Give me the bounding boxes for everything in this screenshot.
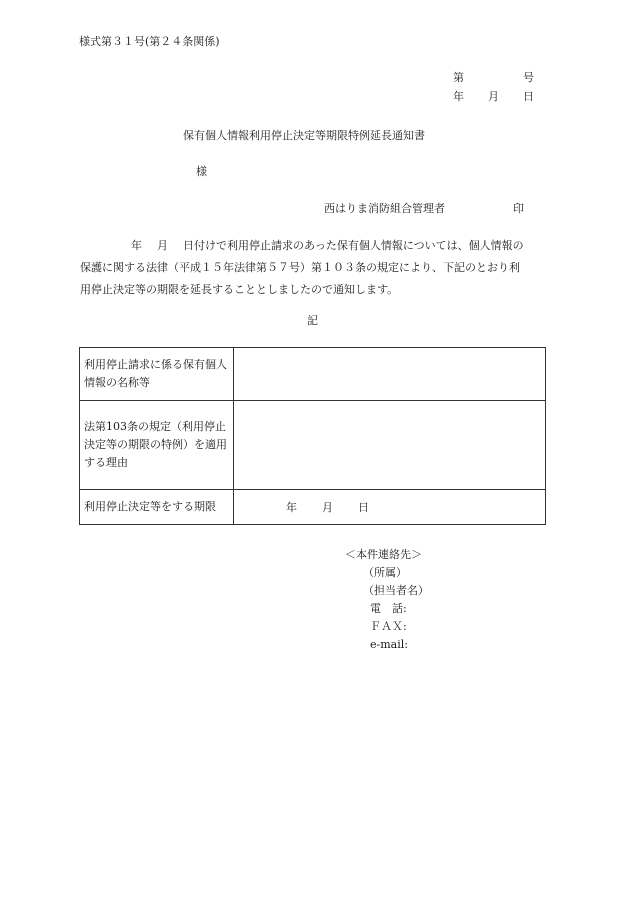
contact-phone: 電 話: bbox=[370, 602, 407, 615]
row2-value[interactable] bbox=[234, 401, 546, 490]
contact-header: ＜本件連絡先＞ bbox=[345, 548, 422, 561]
body-line-1 bbox=[80, 235, 550, 257]
details-table bbox=[79, 347, 546, 525]
body-line-2: 保護に関する法律（平成１５年法律第５７号）第１０３条の規定により、下記のとおり利 bbox=[80, 261, 520, 274]
deadline-day: 日 bbox=[358, 501, 369, 514]
addressee-suffix: 様 bbox=[196, 165, 207, 178]
body-month: 月 bbox=[157, 239, 168, 252]
sender-name: 西はりま消防組合管理者 bbox=[324, 202, 445, 215]
notice-body bbox=[80, 235, 550, 301]
date-month: 月 bbox=[488, 90, 499, 103]
body-line-3: 用停止決定等の期限を延長することとしましたので通知します。 bbox=[80, 283, 399, 296]
table-row bbox=[80, 348, 546, 401]
body-year: 年 bbox=[131, 239, 142, 252]
seal-mark: 印 bbox=[513, 202, 524, 215]
document-title: 保有個人情報利用停止決定等期限特例延長通知書 bbox=[183, 129, 425, 142]
ref-dai: 第 bbox=[453, 71, 464, 84]
row3-label: 利用停止決定等をする期限 bbox=[80, 490, 234, 525]
body-line-1-rest: 日付けで利用停止請求のあった保有個人情報については、個人情報の bbox=[183, 239, 524, 252]
contact-fax: ＦＡＸ: bbox=[370, 620, 407, 633]
date-year: 年 bbox=[453, 90, 464, 103]
contact-affiliation: （所属） bbox=[363, 566, 407, 579]
contact-person: （担当者名） bbox=[363, 584, 429, 597]
contact-block bbox=[345, 546, 429, 654]
deadline-month: 月 bbox=[322, 501, 333, 514]
row3-value[interactable] bbox=[234, 490, 546, 525]
deadline-year: 年 bbox=[286, 501, 297, 514]
row2-label: 法第103条の規定（利用停止決定等の期限の特例）を適用する理由 bbox=[80, 401, 234, 490]
date-day: 日 bbox=[523, 90, 534, 103]
ki-heading: 記 bbox=[307, 314, 318, 327]
row1-value[interactable] bbox=[234, 348, 546, 401]
ref-go: 号 bbox=[523, 71, 534, 84]
table-row bbox=[80, 490, 546, 525]
form-number: 様式第３１号(第２４条関係) bbox=[79, 35, 220, 48]
contact-email: e-mail: bbox=[370, 638, 408, 651]
row1-label: 利用停止請求に係る保有個人情報の名称等 bbox=[80, 348, 234, 401]
table-row bbox=[80, 401, 546, 490]
